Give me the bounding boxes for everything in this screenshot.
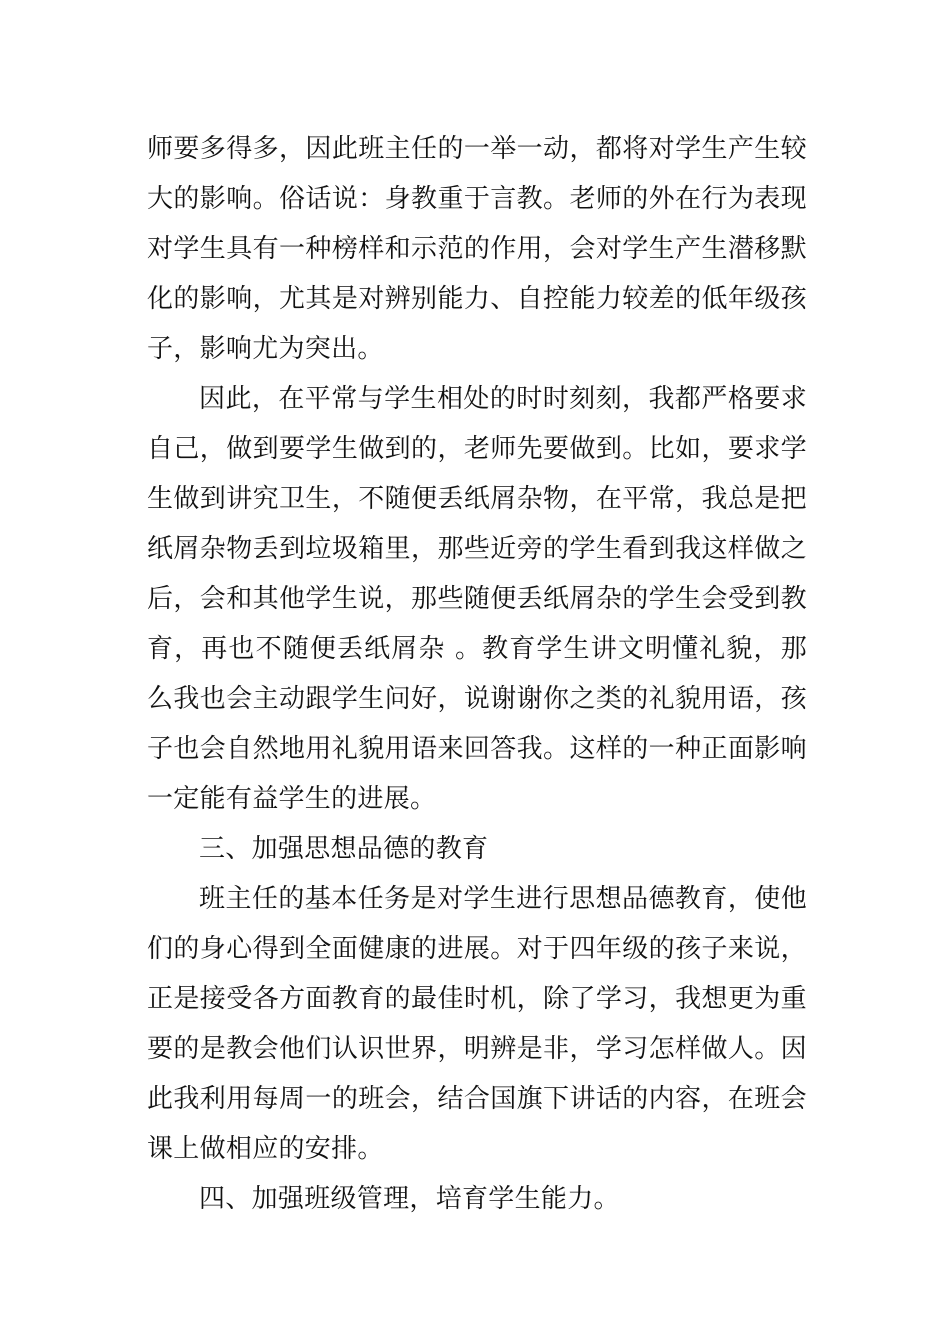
section-heading-3: 三、加强思想品德的教育: [199, 834, 489, 864]
section-heading-4: 四、加强班级管理，培育学生能力。: [199, 1184, 620, 1214]
paragraph-1: 师要多得多，因此班主任的一举一动，都将对学生产生较大的影响。俗话说：身教重于言教。老师的外在行为表现对学生具有一种榜样和示范的作用，会对学生产生潜移默化的影响，尤其是对辨别能力、自控能力较差的低年级孩子，影响尤为突出。: [147, 134, 807, 364]
paragraph-2: 因此，在平常与学生相处的时时刻刻，我都严格要求自己，做到要学生做到的，老师先要做到。比如，要求学生做到讲究卫生，不随便丢纸屑杂物，在平常，我总是把纸屑杂物丢到垃圾箱里，那些近旁的学生看到我这样做之后，会和其他学生说，那些随便丢纸屑杂的学生会受到教育，再也不随便丢纸屑杂 。教育学生讲文明懂礼貌，那么我也会主动跟学生问好，说谢谢你之类的礼貌用语，孩子也会自然地用礼貌用语来回答我。这样的一种正面影响一定能有益学生的进展。: [147, 384, 807, 814]
paragraph-4: 班主任的基本任务是对学生进行思想品德教育，使他们的身心得到全面健康的进展。对于四年级的孩子来说，正是接受各方面教育的最佳时机，除了学习，我想更为重要的是教会他们认识世界，明辨是非，学习怎样做人。因此我利用每周一的班会，结合国旗下讲话的内容，在班会课上做相应的安排。: [147, 884, 807, 1164]
document-body: [147, 124, 807, 1224]
